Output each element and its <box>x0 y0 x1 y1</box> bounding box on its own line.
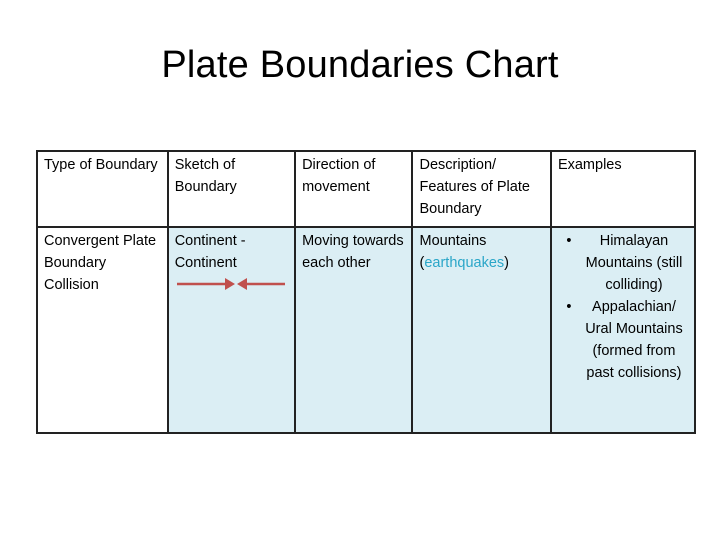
table-header-row <box>37 151 695 227</box>
bullet-icon: • <box>566 233 572 249</box>
page-title: Plate Boundaries Chart <box>161 44 559 86</box>
examples-list <box>558 230 688 384</box>
bullet-icon: • <box>566 299 572 315</box>
plate-boundaries-table <box>36 150 696 434</box>
list-item <box>558 230 688 296</box>
paren-close: ) <box>504 255 509 271</box>
sketch-label: Continent - Continent <box>174 233 246 271</box>
cell-description <box>412 227 550 433</box>
description-text: Mountains <box>419 233 487 249</box>
paren-open: ( <box>419 255 425 271</box>
converging-arrows-sketch <box>175 274 285 294</box>
example-himalayan: Himalayan Mountains (still colliding) <box>585 233 683 293</box>
right-arrow-head <box>237 278 247 290</box>
example-appalachian-ural: Appalachian/ Ural Mountains (formed from past collisions) <box>585 299 683 381</box>
header-examples: Examples <box>551 151 695 227</box>
left-arrow-head <box>225 278 235 290</box>
table-row <box>37 227 695 433</box>
header-description: Description/ Features of Plate Boundary <box>412 151 550 227</box>
cell-boundary-type: Convergent Plate Boundary Collision <box>37 227 168 433</box>
cell-direction: Moving towards each other <box>295 227 412 433</box>
cell-sketch <box>168 227 295 433</box>
earthquakes-highlight: earthquakes <box>424 255 505 271</box>
list-item <box>558 296 688 384</box>
header-sketch-of-boundary: Sketch of Boundary <box>168 151 295 227</box>
header-type-of-boundary: Type of Boundary <box>37 151 168 227</box>
header-direction-of-movement: Direction of movement <box>295 151 412 227</box>
cell-examples <box>551 227 695 433</box>
